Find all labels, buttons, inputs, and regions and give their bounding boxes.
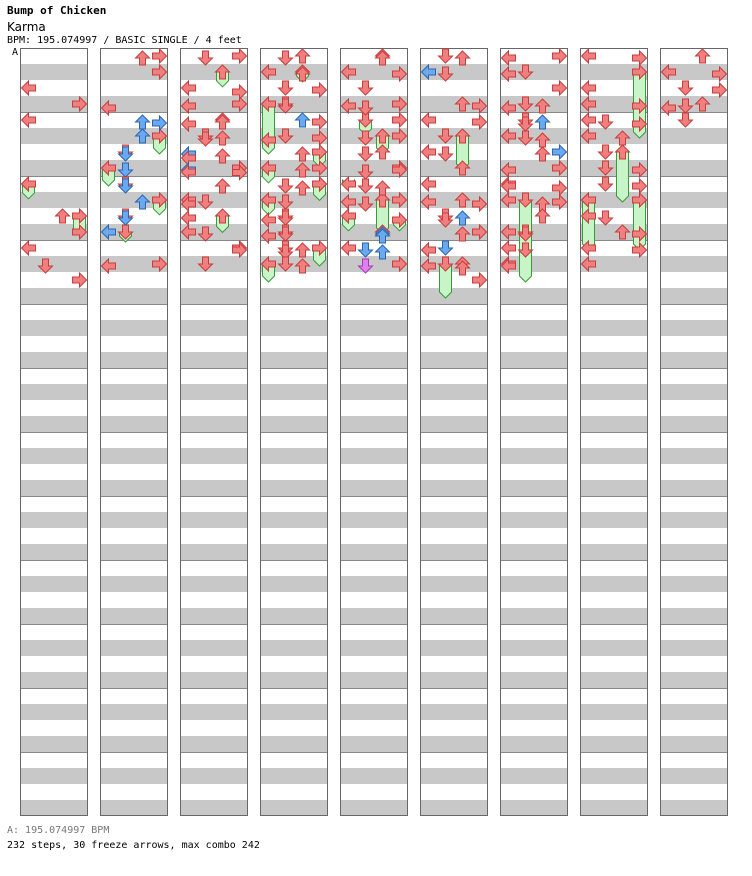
freeze-arrow <box>616 145 630 202</box>
artist-name: Bump of Chicken <box>7 4 107 17</box>
chart-column <box>580 48 648 816</box>
bpm-marker-label: A <box>12 47 19 58</box>
chart-column <box>180 48 248 816</box>
chart-column <box>420 48 488 816</box>
footer-bpm: A: 195.074997 BPM <box>7 825 110 836</box>
chart-column <box>340 48 408 816</box>
chart-column <box>20 48 88 816</box>
chart-column <box>660 48 728 816</box>
chart-meta: BPM: 195.074997 / BASIC SINGLE / 4 feet <box>7 35 242 46</box>
song-title: Karma <box>7 20 46 34</box>
chart-column <box>100 48 168 816</box>
footer-stats: 232 steps, 30 freeze arrows, max combo 242 <box>7 840 260 851</box>
chart-column <box>500 48 568 816</box>
